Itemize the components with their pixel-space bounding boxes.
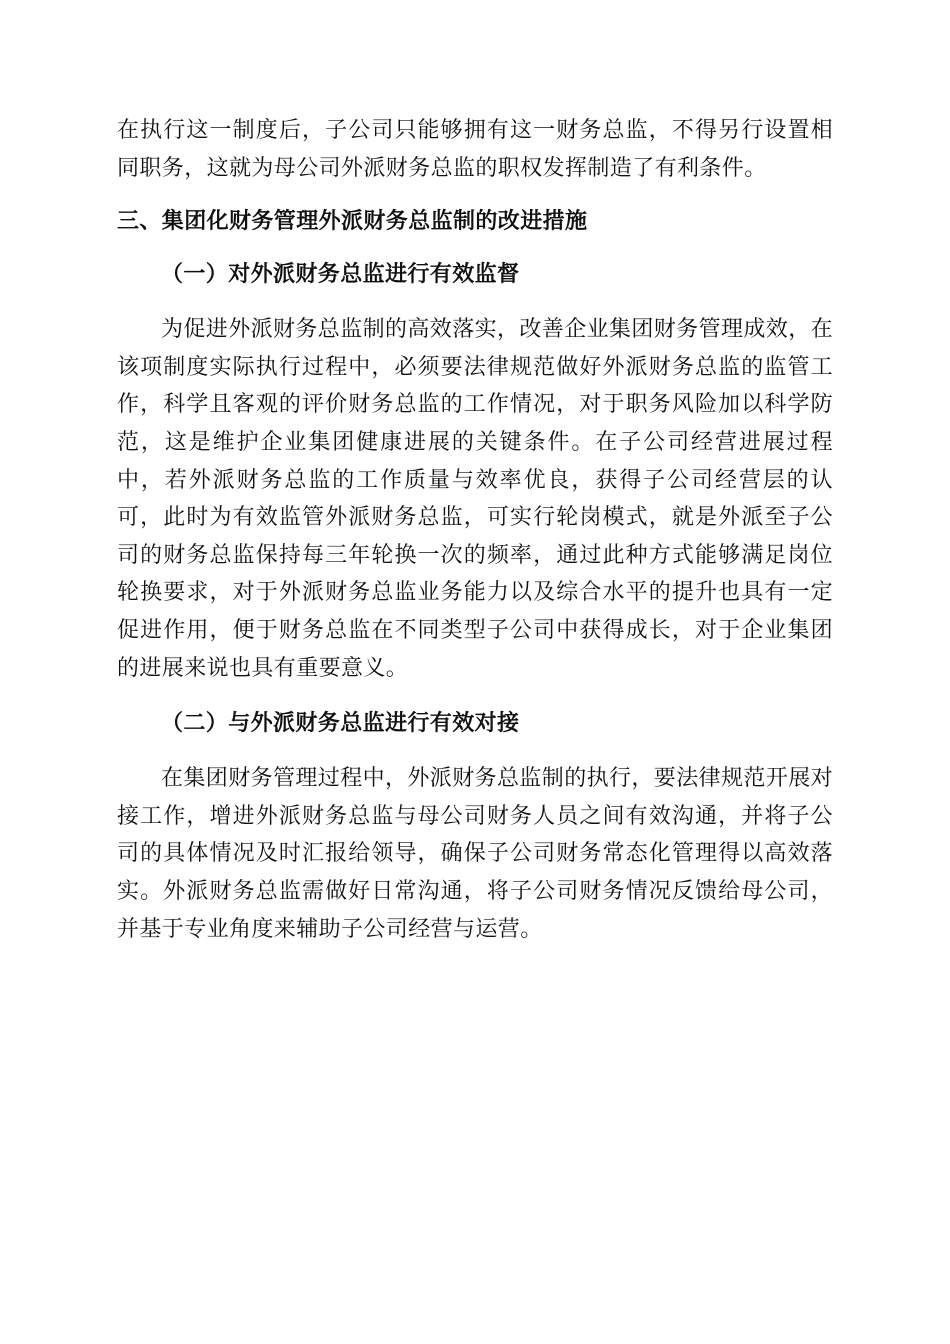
spacer <box>117 293 833 311</box>
paragraph-continuation: 在执行这一制度后，子公司只能够拥有这一财务总监，不得另行设置相同职务，这就为母公司外派财务总监的职权发挥制造了有利条件。 <box>117 118 833 181</box>
document-body <box>117 112 833 948</box>
spacer <box>117 687 833 705</box>
spacer <box>117 240 833 256</box>
subheading-docking: （二）与外派财务总监进行有效对接 <box>161 710 520 737</box>
spacer <box>117 742 833 760</box>
spacer <box>117 187 833 203</box>
subheading-supervision: （一）对外派财务总监进行有效监督 <box>161 261 520 288</box>
section-heading: 三、集团化财务管理外派财务总监制的改进措施 <box>117 209 588 235</box>
paragraph-supervision: 为促进外派财务总监制的高效落实，改善企业集团财务管理成效，在该项制度实际执行过程中，必须要法律规范做好外派财务总监的监管工作，科学且客观的评价财务总监的工作情况，对于职务风险加以科学防范，这是维护企业集团健康进展的关键条件。在子公司经营进展过程中，若外派财务总监的工作质量与效率优良，获得子公司经营层的认可，此时为有效监管外派财务总监，可实行轮岗模式，就是外派至子公司的财务总监保持每三年轮换一次的频率，通过此种方式能够满足岗位轮换要求，对于外派财务总监业务能力以及综合水平的提升也具有一定促进作用，便于财务总监在不同类型子公司中获得成长，对于企业集团的进展来说也具有重要意义。 <box>117 317 834 681</box>
paragraph-docking: 在集团财务管理过程中，外派财务总监制的执行，要法律规范开展对接工作，增进外派财务总监与母公司财务人员之间有效沟通，并将子公司的具体情况及时汇报给领导，确保子公司财务常态化管理得以高效落实。外派财务总监需做好日常沟通，将子公司财务情况反馈给母公司，并基于专业角度来辅助子公司经营与运营。 <box>117 766 834 942</box>
